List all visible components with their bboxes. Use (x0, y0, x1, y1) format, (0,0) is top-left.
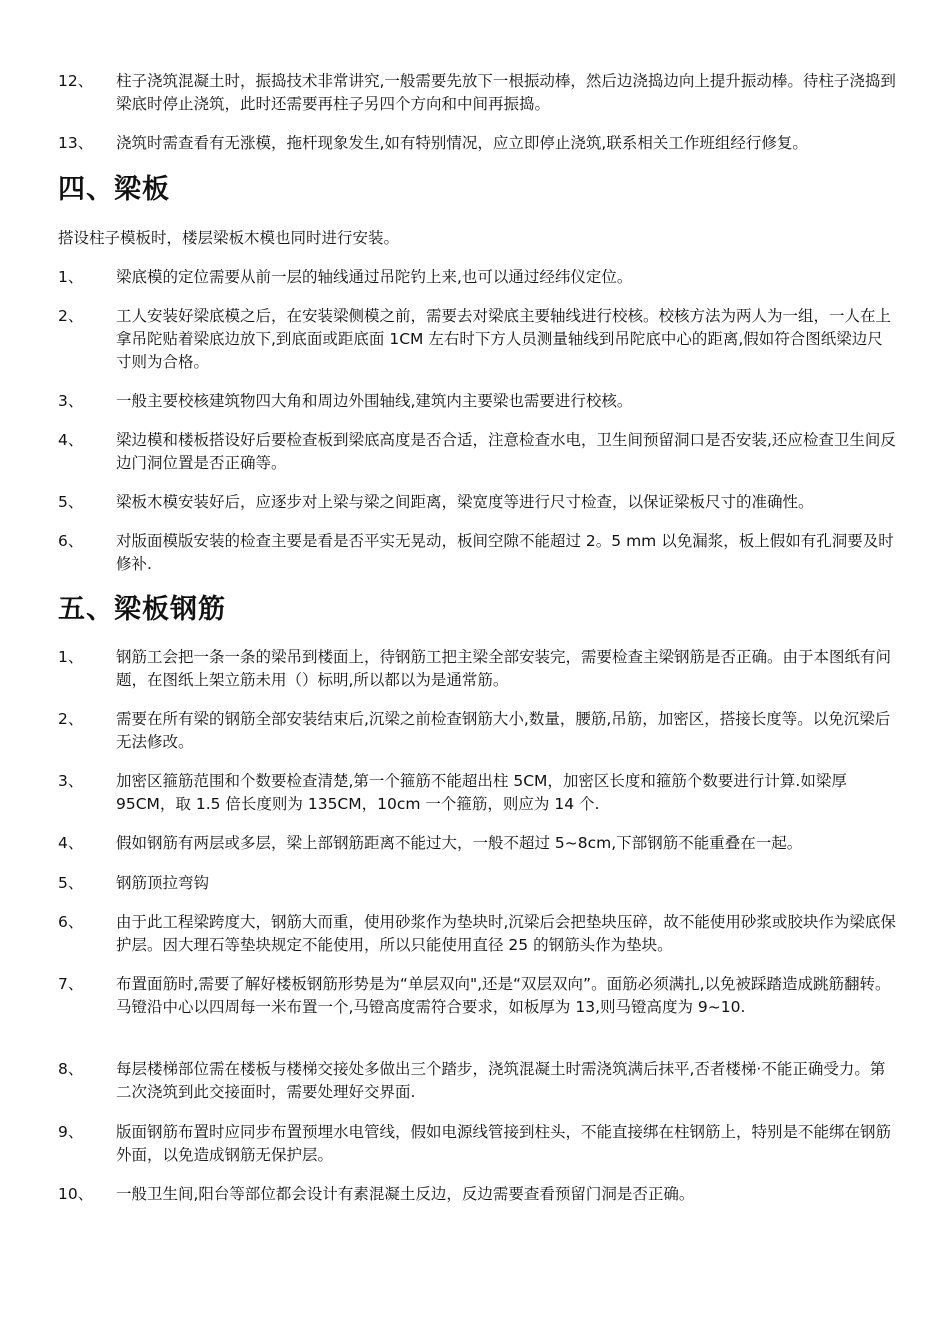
item-text: 梁底模的定位需要从前一层的轴线通过吊陀钓上来,也可以通过经纬仪定位。 (116, 268, 633, 286)
list-item (58, 491, 896, 514)
item-text: 假如钢筋有两层或多层，梁上部钢筋距离不能过大，一般不超过 5~8cm,下部钢筋不能重叠在一起。 (116, 834, 803, 852)
list-item (58, 1058, 896, 1104)
item-text: 加密区箍筋范围和个数要检查清楚,第一个箍筋不能超出柱 5CM，加密区长度和箍筋个数要进行计算.如梁厚 95CM，取 1.5 倍长度则为 135CM，10cm 一个箍筋，则应为 14 个. (116, 772, 847, 813)
list-item (58, 1183, 896, 1206)
item-number: 2、 (58, 710, 84, 728)
item-number: 13、 (58, 134, 94, 152)
item-text: 版面钢筋布置时应同步布置预埋水电管线，假如电源线管接到柱头，不能直接绑在柱钢筋上，特别是不能绑在钢筋外面，以免造成钢筋无保护层。 (116, 1123, 892, 1164)
section-intro: 搭设柱子模板时，楼层梁板木模也同时进行安装。 (58, 229, 400, 247)
list-item (58, 70, 896, 116)
item-text: 对版面模版安装的检查主要是看是否平实无晃动，板间空隙不能超过 2。5 mm 以免漏浆，板上假如有孔洞要及时修补. (116, 532, 894, 573)
list-item (58, 708, 896, 754)
list-item (58, 530, 896, 576)
item-number: 10、 (58, 1185, 94, 1203)
list-item (58, 266, 896, 289)
item-text: 工人安装好梁底模之后，在安装梁侧模之前，需要去对梁底主要轴线进行校核。校核方法为两人为一组，一人在上拿吊陀贴着梁底边放下,到底面或距底面 1CM 左右时下方人员测量轴线到吊陀底中心的距离,假如符合图纸梁边尺寸则为合格。 (116, 307, 892, 371)
item-number: 2、 (58, 307, 84, 325)
item-number: 5、 (58, 874, 84, 892)
list-item (58, 429, 896, 475)
list-item (58, 132, 896, 155)
item-number: 4、 (58, 834, 84, 852)
item-number: 7、 (58, 975, 84, 993)
list-item (58, 390, 896, 413)
item-text: 柱子浇筑混凝土时，振捣技术非常讲究,一般需要先放下一根振动棒，然后边浇捣边向上提升振动棒。待柱子浇捣到梁底时停止浇筑，此时还需要再柱子另四个方向和中间再振捣。 (116, 72, 896, 113)
item-text: 布置面筋时,需要了解好楼板钢筋形势是为“单层双向",还是“双层双向”。面筋必须满扎,以免被踩踏造成跳筋翻转。马镫沿中心以四周每一米布置一个,马镫高度需符合要求，如板厚为 13,则马镫高度为 9~10. (116, 975, 891, 1016)
item-number: 4、 (58, 431, 84, 449)
item-number: 12、 (58, 72, 94, 90)
item-text: 钢筋顶拉弯钩 (116, 874, 210, 892)
item-text: 需要在所有梁的钢筋全部安装结束后,沉梁之前检查钢筋大小,数量，腰筋,吊筋，加密区，搭接长度等。以免沉梁后无法修改。 (116, 710, 891, 751)
section-heading: 四、梁板 (58, 174, 170, 205)
item-number: 3、 (58, 392, 84, 410)
item-text: 浇筑时需查看有无涨模，拖杆现象发生,如有特别情况，应立即停止浇筑,联系相关工作班组经行修复。 (116, 134, 808, 152)
item-number: 3、 (58, 772, 84, 790)
section-heading: 五、梁板钢筋 (58, 594, 226, 625)
item-number: 9、 (58, 1123, 84, 1141)
item-text: 钢筋工会把一条一条的梁吊到楼面上，待钢筋工把主梁全部安装完，需要检查主梁钢筋是否正确。由于本图纸有问题，在图纸上架立筋未用（）标明,所以都以为是通常筋。 (116, 648, 892, 689)
item-number: 5、 (58, 493, 84, 511)
list-item (58, 832, 896, 855)
item-number: 8、 (58, 1060, 84, 1078)
item-number: 1、 (58, 268, 84, 286)
list-item (58, 1121, 896, 1167)
item-number: 6、 (58, 532, 84, 550)
item-number: 6、 (58, 913, 84, 931)
list-item (58, 770, 896, 816)
list-item (58, 973, 896, 1019)
item-text: 梁板木模安装好后，应逐步对上梁与梁之间距离，梁宽度等进行尺寸检查，以保证梁板尺寸的准确性。 (116, 493, 814, 511)
list-item (58, 646, 896, 692)
item-number: 1、 (58, 648, 84, 666)
list-item (58, 305, 896, 374)
item-text: 一般主要校核建筑物四大角和周边外围轴线,建筑内主要梁也需要进行校核。 (116, 392, 633, 410)
list-item (58, 872, 896, 895)
list-item (58, 911, 896, 957)
item-text: 每层楼梯部位需在楼板与楼梯交接处多做出三个踏步，浇筑混凝土时需浇筑满后抹平,否者楼梯·不能正确受力。第二次浇筑到此交接面时，需要处理好交界面. (116, 1060, 886, 1101)
item-text: 一般卫生间,阳台等部位都会设计有素混凝土反边，反边需要查看预留门洞是否正确。 (116, 1185, 695, 1203)
item-text: 梁边模和楼板搭设好后要检查板到梁底高度是否合适，注意检查水电，卫生间预留洞口是否安装,还应检查卫生间反边门洞位置是否正确等。 (116, 431, 896, 472)
item-text: 由于此工程梁跨度大，钢筋大而重，使用砂浆作为垫块时,沉梁后会把垫块压碎，故不能使用砂浆或胶块作为梁底保护层。因大理石等垫块规定不能使用，所以只能使用直径 25 的钢筋头作为垫块。 (116, 913, 896, 954)
